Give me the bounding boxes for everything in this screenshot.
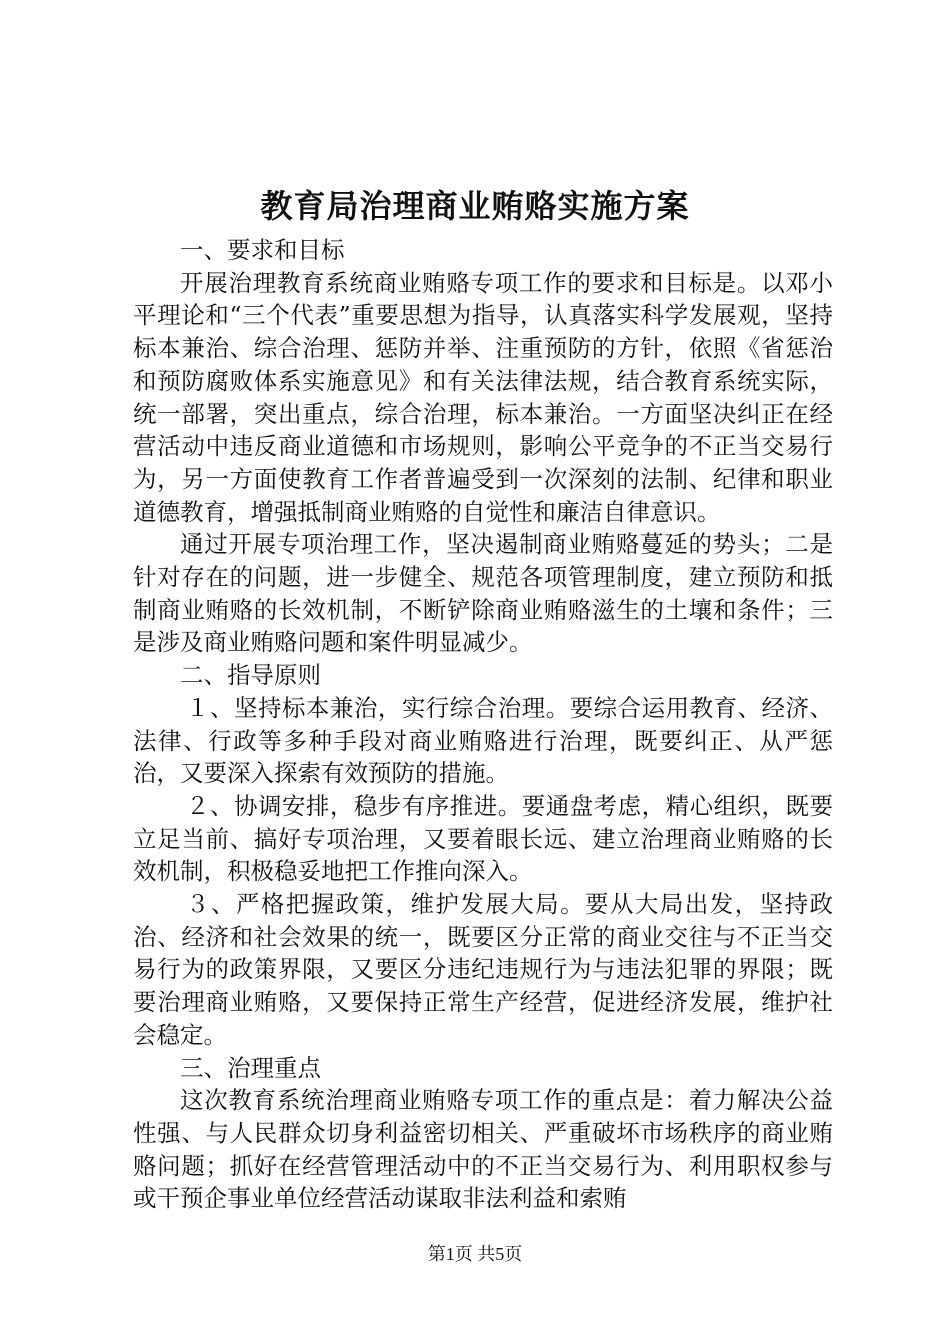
section-heading-1: 一、要求和目标 (180, 236, 345, 264)
section-heading-3: 三、治理重点 (180, 1053, 321, 1082)
page-footer: 第1页 共5页 (427, 1244, 523, 1264)
paragraph: １、坚持标本兼治，实行综合治理。要综合运用教育、经济、法律、行政等多种手段对商业贿赂进行治理，既要纠正、从严惩治，又要深入探索有效预防的措施。 (133, 693, 833, 788)
paragraph: ３、严格把握政策，维护发展大局。要从大局出发，坚持政治、经济和社会效果的统一，既要区分正常的商业交往与不正当交易行为的政策界限，又要区分违纪违规行为与违法犯罪的界限；既要治理商业贿赂，又要保持正常生产经营，促进经济发展，维护社会稳定。 (133, 890, 833, 1049)
section-heading-2: 二、指导原则 (180, 661, 321, 690)
document-title: 教育局治理商业贿赂实施方案 (260, 187, 690, 225)
paragraph: 这次教育系统治理商业贿赂专项工作的重点是：着力解决公益性强、与人民群众切身利益密切相关、严重破坏市场秩序的商业贿赂问题；抓好在经营管理活动中的不正当交易行为、利用职权参与或干预企事业单位经营活动谋取非法利益和索贿 (133, 1086, 833, 1213)
paragraph: ２、协调安排，稳步有序推进。要通盘考虑，精心组织，既要立足当前、搞好专项治理，又要着眼长远、建立治理商业贿赂的长效机制，积极稳妥地把工作推向深入。 (133, 791, 833, 886)
paragraph: 开展治理教育系统商业贿赂专项工作的要求和目标是。以邓小平理论和“三个代表”重要思想为指导，认真落实科学发展观，坚持标本兼治、综合治理、惩防并举、注重预防的方针，依照《省惩治和预防腐败体系实施意见》和有关法律法规，结合教育系统实际，统一部署，突出重点，综合治理，标本兼治。一方面坚决纠正在经营活动中违反商业道德和市场规则，影响公平竞争的不正当交易行为，另一方面使教育工作者普遍受到一次深刻的法制、纪律和职业道德教育，增强抵制商业贿赂的自觉性和廉洁自律意识。 (133, 268, 833, 526)
document-body (133, 234, 833, 1215)
paragraph: 通过开展专项治理工作，坚决遏制商业贿赂蔓延的势头；二是针对存在的问题，进一步健全、规范各项管理制度，建立预防和抵制商业贿赂的长效机制，不断铲除商业贿赂滋生的土壤和条件；三是涉及商业贿赂问题和案件明显减少。 (133, 530, 833, 657)
